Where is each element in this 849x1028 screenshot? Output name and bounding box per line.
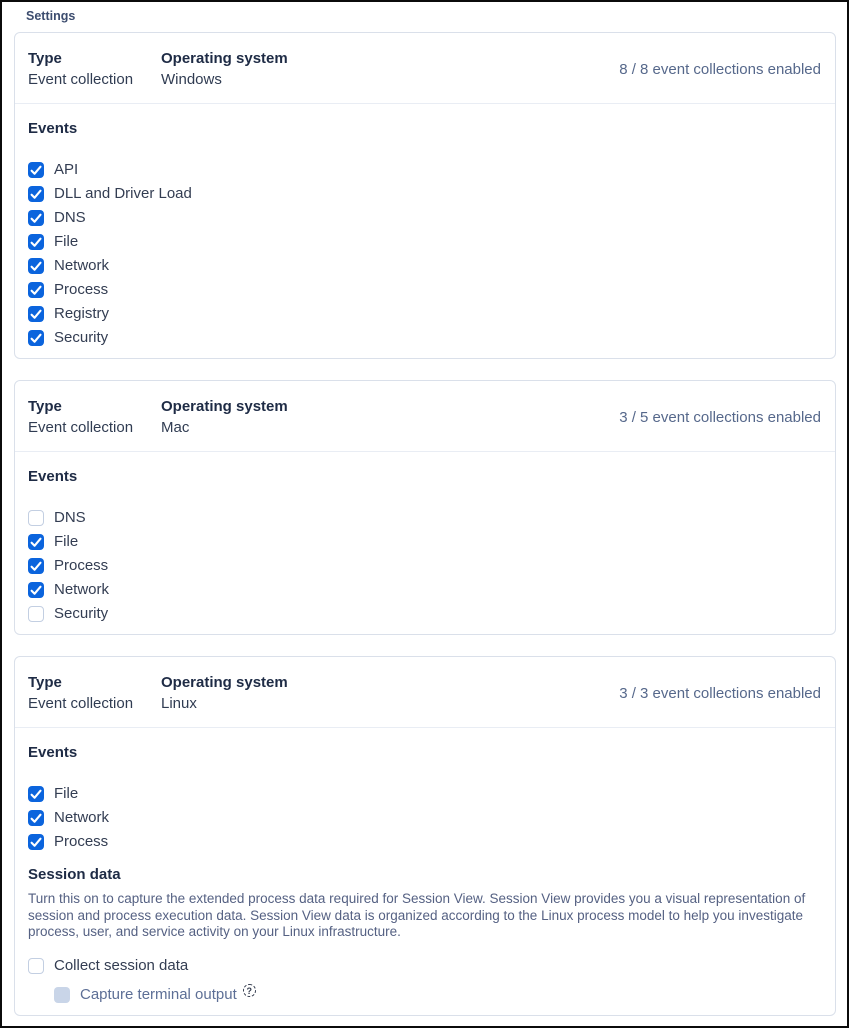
card-body [15, 104, 835, 358]
card-header [15, 33, 835, 104]
os-value: Mac [161, 419, 190, 436]
event-checkbox-label[interactable]: File [54, 233, 79, 250]
event-checkbox-label[interactable]: Security [54, 329, 109, 346]
event-checkbox-label[interactable]: Process [54, 557, 109, 574]
os-value: Windows [161, 71, 222, 88]
checkbox-checked[interactable] [28, 258, 44, 274]
event-row [28, 278, 821, 302]
event-checkbox-label[interactable]: API [54, 161, 79, 178]
event-row [28, 530, 821, 554]
event-row [28, 230, 821, 254]
checkbox-checked[interactable] [28, 330, 44, 346]
checkbox-checked[interactable] [28, 162, 44, 178]
event-checkbox-label[interactable]: Security [54, 605, 109, 622]
os-label: Operating system [161, 674, 288, 691]
session-data-description: Turn this on to capture the extended process data required for Session View. Session View provides you a visual representation of session and process execution data. Session View data is organized according to the Linux process model to help you investigate process, user, and service activity on your Linux infrastructure. [28, 891, 806, 939]
checkbox-checked[interactable] [28, 210, 44, 226]
collections-enabled-status: 3 / 5 event collections enabled [619, 408, 821, 426]
type-label: Type [28, 398, 62, 415]
collections-enabled-status: 3 / 3 event collections enabled [619, 684, 821, 702]
event-checkbox-label[interactable]: Process [54, 281, 109, 298]
events-list [28, 158, 821, 350]
checkbox-checked[interactable] [28, 306, 44, 322]
type-label: Type [28, 674, 62, 691]
event-collection-card-windows [14, 32, 836, 359]
checkbox-checked[interactable] [28, 282, 44, 298]
type-value: Event collection [28, 71, 134, 88]
event-checkbox-label[interactable]: Network [54, 257, 110, 274]
event-row [28, 602, 821, 626]
collect-session-data-row [28, 954, 821, 978]
event-row [28, 806, 821, 830]
events-list [28, 782, 821, 854]
os-value: Linux [161, 695, 197, 712]
event-row [28, 158, 821, 182]
event-row [28, 578, 821, 602]
event-checkbox-label[interactable]: Process [54, 833, 109, 850]
capture-terminal-output-label: Capture terminal output [80, 985, 237, 1003]
question-in-circle-icon[interactable]: ? [243, 984, 256, 997]
event-row [28, 782, 821, 806]
event-checkbox-label[interactable]: DNS [54, 209, 86, 226]
type-column [28, 396, 161, 438]
os-label: Operating system [161, 50, 288, 67]
event-row [28, 254, 821, 278]
event-row [28, 182, 821, 206]
events-heading: Events [28, 468, 78, 485]
checkbox-checked[interactable] [28, 582, 44, 598]
event-row [28, 554, 821, 578]
checkbox-checked[interactable] [28, 558, 44, 574]
event-collection-card-linux [14, 656, 836, 1016]
type-value: Event collection [28, 419, 134, 436]
event-checkbox-label[interactable]: DNS [54, 509, 86, 526]
collect-session-data-label[interactable]: Collect session data [54, 956, 189, 974]
event-row [28, 830, 821, 854]
os-column [161, 672, 288, 714]
type-column [28, 48, 161, 90]
event-row [28, 326, 821, 350]
event-checkbox-label[interactable]: File [54, 785, 79, 802]
event-collection-card-mac [14, 380, 836, 635]
os-label: Operating system [161, 398, 288, 415]
card-header [15, 381, 835, 452]
events-heading: Events [28, 744, 78, 761]
events-list [28, 506, 821, 626]
type-value: Event collection [28, 695, 134, 712]
checkbox-checked[interactable] [28, 786, 44, 802]
os-column [161, 48, 288, 90]
session-data-heading: Session data [28, 866, 121, 883]
settings-section-label: Settings [26, 9, 76, 23]
checkbox-unchecked[interactable] [28, 606, 44, 622]
event-checkbox-label[interactable]: Network [54, 581, 110, 598]
event-checkbox-label[interactable]: DLL and Driver Load [54, 185, 192, 202]
type-column [28, 672, 161, 714]
os-column [161, 396, 288, 438]
collect-session-data-checkbox[interactable] [28, 958, 44, 974]
checkbox-checked[interactable] [28, 186, 44, 202]
card-body [15, 452, 835, 634]
checkbox-checked[interactable] [28, 810, 44, 826]
checkbox-unchecked[interactable] [28, 510, 44, 526]
card-body [15, 728, 835, 1015]
type-label: Type [28, 50, 62, 67]
collections-enabled-status: 8 / 8 event collections enabled [619, 60, 821, 78]
event-checkbox-label[interactable]: Registry [54, 305, 110, 322]
events-heading: Events [28, 120, 78, 137]
checkbox-checked[interactable] [28, 834, 44, 850]
capture-terminal-output-checkbox-disabled [54, 987, 70, 1003]
event-row [28, 206, 821, 230]
event-row [28, 302, 821, 326]
card-header [15, 657, 835, 728]
event-checkbox-label[interactable]: File [54, 533, 79, 550]
capture-terminal-output-row [54, 983, 821, 1007]
checkbox-checked[interactable] [28, 234, 44, 250]
event-checkbox-label[interactable]: Network [54, 809, 110, 826]
event-row [28, 506, 821, 530]
checkbox-checked[interactable] [28, 534, 44, 550]
